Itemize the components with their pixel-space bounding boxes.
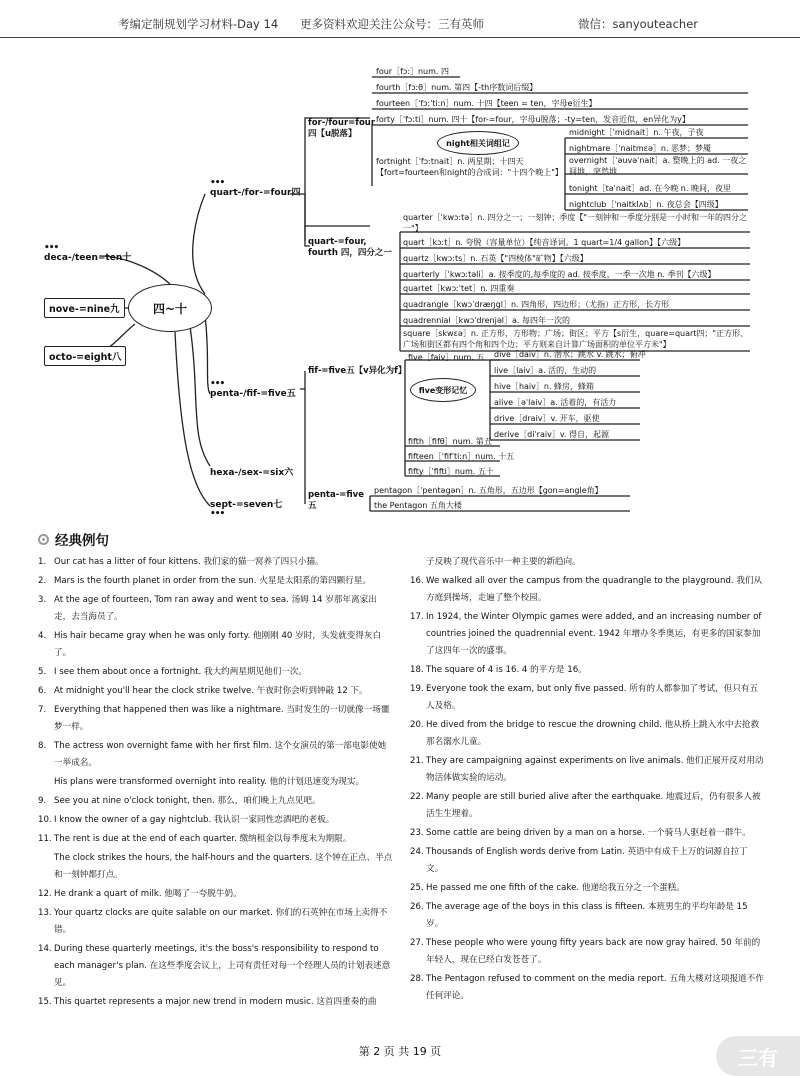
node-dots: ••• xyxy=(210,509,225,519)
examples-left-column xyxy=(38,554,393,1013)
node-dots: ••• xyxy=(44,243,59,253)
word-pentagon: pentagon［ˈpentəgən］n. 五角形，五边形【gon=angle角】 xyxy=(374,486,603,495)
word-quart: quart［kɔːt］n. 夸脱（容量单位）【纯音译词。1 quart=1/4 gallon】【六级】 xyxy=(403,238,686,247)
example-text: The average age of the boys in this class is fifteen. 本班男生的平均年龄是 15 岁。 xyxy=(426,902,748,929)
mind-map-center-node: 四~十 xyxy=(128,284,212,332)
example-sentence xyxy=(410,609,765,660)
example-text: At the age of fourteen, Tom ran away and went to sea. 汤姆 14 岁那年离家出走，去当海员了。 xyxy=(54,595,377,622)
example-sentence xyxy=(38,702,393,736)
example-number: 8. xyxy=(38,741,47,751)
word-fourteen: fourteen［ˈfɔːˈtiːn］num. 十四【teen = ten，字母e衍生】 xyxy=(376,99,597,108)
example-sentence xyxy=(410,717,765,751)
example-number: 18. xyxy=(410,665,424,675)
word-nightclub: nightclub［ˈnaitklʌb］n. 夜总会【四级】 xyxy=(569,200,723,209)
word-quarterly: quarterly［ˈkwɔːtəli］a. 按季度的,每季度的 ad. 按季度，一季一次地 n. 季刊【六级】 xyxy=(403,270,716,279)
example-sentence xyxy=(410,681,765,715)
example-sentence xyxy=(410,880,765,897)
example-sentence xyxy=(38,592,393,626)
example-number: 11. xyxy=(38,834,52,844)
word-quarter: quarter［ˈkwɔːtə］n. 四分之一；一刻钟；季度【"一刻钟和一季度分别是一小时和一年的四分之一"】 xyxy=(403,213,748,233)
example-sentence xyxy=(38,664,393,681)
example-text: Everyone took the exam, but only five passed. 所有的人都参加了考试，但只有五人及格。 xyxy=(426,684,759,711)
example-text: This quartet represents a major new trend in modern music. 这首四重奏的曲 xyxy=(54,997,377,1007)
word-dive: dive［daiv］n. 潜水；跳水 v. 跳水；俯冲 xyxy=(494,350,646,359)
example-sentence xyxy=(38,573,393,590)
word-derive: derive［diˈraiv］v. 得自，起源 xyxy=(494,430,610,439)
example-sentence xyxy=(410,554,765,571)
example-sentence xyxy=(38,994,393,1011)
example-sentence xyxy=(38,905,393,939)
word-hive: hive［haiv］n. 蜂房，蜂箱 xyxy=(494,382,595,391)
example-sentence xyxy=(38,554,393,571)
example-text: His plans were transformed overnight into reality. 他的计划迅速变为现实。 xyxy=(54,777,365,787)
word-tonight: tonight［təˈnait］ad. 在今晚 n. 晚间，夜里 xyxy=(569,184,731,193)
branch-octo: octo-=eight八 xyxy=(44,346,126,366)
example-text: Mars is the fourth planet in order from the sun. 火星是太阳系的第四颗行星。 xyxy=(54,576,371,586)
example-sentence xyxy=(38,812,393,829)
example-text: I know the owner of a gay nightclub. 我认识一家同性恋酒吧的老板。 xyxy=(54,815,335,825)
example-text: Your quartz clocks are quite salable on our market. 你们的石英钟在市场上卖得不错。 xyxy=(54,908,388,935)
example-sentence xyxy=(38,941,393,992)
example-number: 28. xyxy=(410,974,424,984)
example-number: 9. xyxy=(38,796,47,806)
example-text: During these quarterly meetings, it's the boss's responsibility to respond to each manager's plan. 在这些季度会议上，上司有责任对每一个经理人员的计划表述意见。 xyxy=(54,944,391,988)
example-sentence xyxy=(410,935,765,969)
example-text: The clock strikes the hours, the half-hours and the quarters. 这个钟在正点、半点和一刻钟都打点。 xyxy=(54,853,393,880)
example-number: 12. xyxy=(38,889,52,899)
word-four: four［fɔː］num. 四 xyxy=(376,67,449,76)
branch-hexa xyxy=(210,466,293,480)
example-text: He dived from the bridge to rescue the drowning child. 他从桥上跳入水中去抢救那名溺水儿童。 xyxy=(426,720,760,747)
example-text: He passed me one fifth of the cake. 他递给我五分之一个蛋糕。 xyxy=(426,883,685,893)
word-fifth: fifth［fifθ］num. 第五 xyxy=(408,437,492,446)
example-number: 13. xyxy=(38,908,52,918)
example-sentence xyxy=(38,850,393,884)
branch-quart-label: quart-/for-=four四 xyxy=(210,188,301,198)
word-five: five［faiv］num. 五 xyxy=(408,353,485,362)
example-number: 4. xyxy=(38,631,47,641)
example-text: We walked all over the campus from the quadrangle to the playground. 我们从方庭到操场，走遍了整个校园。 xyxy=(426,576,763,603)
sub-fif-five: fif-=five五【v异化为f】 xyxy=(308,366,407,376)
node-dots: ••• xyxy=(210,178,225,188)
example-sentence xyxy=(38,628,393,662)
examples-right-column xyxy=(410,554,765,1007)
word-drive: drive［draiv］v. 开车，驱使 xyxy=(494,414,600,423)
word-midnight: midnight［ˈmidnait］n. 午夜，子夜 xyxy=(569,128,704,137)
example-sentence xyxy=(410,789,765,823)
example-number: 26. xyxy=(410,902,424,912)
example-text: These people who were young fifty years back are now gray haired. 50 年前的年轻人，现在已经白发苍苍了。 xyxy=(426,938,761,965)
example-text: The square of 4 is 16. 4 的平方是 16。 xyxy=(426,665,587,675)
example-sentence xyxy=(38,793,393,810)
example-sentence xyxy=(38,831,393,848)
word-quadrangle: quadrangle［kwɔˈdræŋgl］n. 四角形，四边形；（尤指）正方形，长方形 xyxy=(403,300,670,309)
example-number: 5. xyxy=(38,667,47,677)
page-number: 第 2 页 共 19 页 xyxy=(358,1045,442,1058)
example-text: 子反映了现代音乐中一种主要的新趋向。 xyxy=(426,557,581,567)
word-the-pentagon: the Pentagon 五角大楼 xyxy=(374,501,462,510)
word-fifteen: fifteen［ˈfifˈtiːn］num. 十五 xyxy=(408,452,515,461)
branch-sept xyxy=(210,498,282,517)
example-sentence xyxy=(410,844,765,878)
example-sentence xyxy=(38,774,393,791)
header-wechat-id: 微信：sanyouteacher xyxy=(578,17,699,31)
word-live: live［laiv］a. 活的，生动的 xyxy=(494,366,597,375)
examples-section-title xyxy=(38,529,109,549)
example-number: 15. xyxy=(38,997,52,1007)
vocabulary-mind-map xyxy=(0,56,800,522)
example-text: I see them about once a fortnight. 我大约两星期见他们一次。 xyxy=(54,667,308,677)
branch-nove: nove-=nine九 xyxy=(44,298,125,318)
word-fifty: fifty［ˈfifti］num. 五十 xyxy=(408,467,494,476)
example-number: 19. xyxy=(410,684,424,694)
example-sentence xyxy=(410,662,765,679)
word-square: square［skwɛə］n. 正方形，方形物；广场；街区；平方【s衍生，quare=quart四；"正方形、广场和街区都有四个角和四个边；平方则来自计算广场面积的单位平方米"】 xyxy=(403,329,749,349)
example-number: 16. xyxy=(410,576,424,586)
word-alive: alive［əˈlaiv］a. 活着的，有活力 xyxy=(494,398,617,407)
word-quadrennial: quadrennial［kwɔˈdrenjəl］a. 每四年一次的 xyxy=(403,316,570,325)
example-sentence xyxy=(38,886,393,903)
branch-hexa-label: hexa-/sex-=six六 xyxy=(210,468,294,478)
header-course-title: 考编定制规划学习材料-Day 14 xyxy=(118,17,279,31)
page-header xyxy=(0,0,800,38)
word-overnight: overnight［ˈəuvəˈnait］a. 整晚上的 ad. 一夜之间地，突然地 xyxy=(569,156,747,176)
example-number: 3. xyxy=(38,595,47,605)
example-number: 23. xyxy=(410,828,424,838)
word-forty: forty［ˈfɔːti］num. 四十【for-=four，字母u脱落；-ty=ten，发音近似，en异化为y】 xyxy=(376,115,690,124)
example-text: Some cattle are being driven by a man on a horse. 一个骑马人驱赶着一群牛。 xyxy=(426,828,751,838)
example-sentence xyxy=(410,573,765,607)
example-number: 21. xyxy=(410,756,424,766)
example-text: They are campaigning against experiments on live animals. 他们正展开反对用动物活体做实验的运动。 xyxy=(426,756,764,783)
branch-sept-label: sept-=seven七 xyxy=(210,500,283,510)
sub-quart-four: quart-=four, fourth 四，四分之一 xyxy=(308,237,392,258)
example-text: The rent is due at the end of each quarter. 缴纳租金以每季度末为期限。 xyxy=(54,834,352,844)
example-sentence xyxy=(38,683,393,700)
examples-title-text: 经典例句 xyxy=(55,533,109,549)
example-sentence xyxy=(410,825,765,842)
example-number: 25. xyxy=(410,883,424,893)
example-text: Everything that happened then was like a nightmare. 当时发生的一切就像一场噩梦一样。 xyxy=(54,705,390,732)
example-text: At midnight you'll hear the clock strike twelve. 午夜时你会听到钟敲 12 下。 xyxy=(54,686,368,696)
header-promo-text: 更多资料欢迎关注公众号：三有英师 xyxy=(300,17,484,31)
branch-penta-label: penta-/fif-=five五 xyxy=(210,389,296,399)
example-sentence xyxy=(410,899,765,933)
example-text: Our cat has a litter of four kittens. 我们家的猫一窝养了四只小猫。 xyxy=(54,557,324,567)
example-number: 24. xyxy=(410,847,424,857)
node-dots: ••• xyxy=(210,379,225,389)
example-number: 20. xyxy=(410,720,424,730)
example-number: 7. xyxy=(38,705,47,715)
example-text: The Pentagon refused to comment on the media report. 五角大楼对这项报道不作任何评论。 xyxy=(426,974,764,1001)
example-text: In 1924, the Winter Olympic games were added, and an increasing number of countries joined the quadrennial event. 1942 年增办冬季奥运，有更多的国家参加了这四年一次的盛事。 xyxy=(426,612,762,656)
example-number: 27. xyxy=(410,938,424,948)
example-number: 6. xyxy=(38,686,47,696)
word-quartz: quartz［kwɔːts］n. 石英【"四棱体"矿物】【六级】 xyxy=(403,254,588,263)
branch-quart xyxy=(210,178,301,200)
example-number: 22. xyxy=(410,792,424,802)
example-number: 14. xyxy=(38,944,52,954)
example-sentence xyxy=(410,971,765,1005)
example-number: 2. xyxy=(38,576,47,586)
sub-for-four: for-/four=four 四【u脱落】 xyxy=(308,118,376,139)
example-text: The actress won overnight fame with her first film. 这个女演员的第一部电影使她一举成名。 xyxy=(54,741,387,768)
branch-penta xyxy=(210,379,296,401)
example-text: Many people are still buried alive after the earthquake. 地震过后，仍有很多人被活生生埋着。 xyxy=(426,792,761,819)
example-text: See you at nine o'clock tonight, then. 那么，咱们晚上九点见吧。 xyxy=(54,796,321,806)
example-number: 17. xyxy=(410,612,424,622)
night-phrase-bubble: night相关词组记 xyxy=(437,131,519,155)
example-text: Thousands of English words derive from Latin. 英语中有成千上万的词源自拉丁文。 xyxy=(426,847,748,874)
word-fortnight: fortnight［ˈfɔːtnait］n. 两星期；十四天【fort=fourteen和night的合成词："十四个晚上"】 xyxy=(376,157,563,177)
sub-penta-five: penta-=five五 xyxy=(308,490,364,511)
example-sentence xyxy=(38,738,393,772)
five-mnemonic-bubble: five变形记忆 xyxy=(410,378,476,402)
example-text: He drank a quart of milk. 他喝了一夸脱牛奶。 xyxy=(54,889,242,899)
branch-deca xyxy=(44,243,132,265)
example-number: 1. xyxy=(38,557,47,567)
word-quartet: quartet［kwɔːˈtet］n. 四重奏 xyxy=(403,284,515,293)
sanyou-watermark: 三有 xyxy=(716,1036,800,1076)
word-nightmare: nightmare［ˈnaitmɛə］n. 恶梦；梦魇 xyxy=(569,144,712,153)
branch-deca-label: deca-/teen=ten十 xyxy=(44,253,132,263)
circle-bullet-icon xyxy=(38,534,49,545)
example-sentence xyxy=(410,753,765,787)
example-number: 10. xyxy=(38,815,52,825)
example-text: His hair became gray when he was only forty. 他刚刚 40 岁时，头发就变得灰白了。 xyxy=(54,631,382,658)
word-fourth: fourth［fɔːθ］num. 第四【-th序数词后缀】 xyxy=(376,83,538,92)
